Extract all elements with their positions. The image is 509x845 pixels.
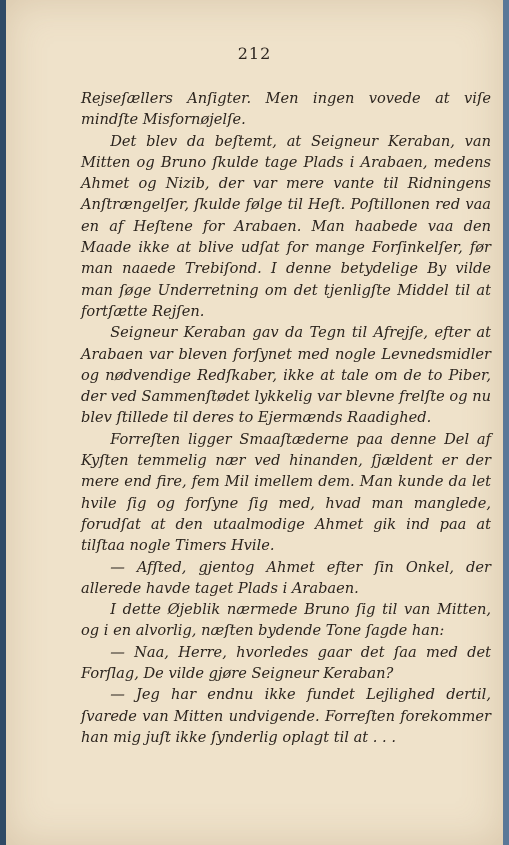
paragraph: I dette Øjeblik nærmede Bruno ſig til van Mitten, og i en alvorlig, næſten bydende Tone ſagde han: — [81, 601, 491, 640]
book-edge-right — [503, 0, 509, 845]
paragraph: Forreſten ligger Smaaſtæderne paa denne Del af Kyſten temmelig nær ved hinanden, ſjældent er der mere end fire, fem Mil imellem dem. Man kunde da let hvile ſig og forſyne ſig med, hvad man manglede, forudſat at den utaalmodige Ahmet gik ind paa at tilſtaa nogle Timers Hvile. — [81, 430, 491, 555]
paragraph: — Afſted, gjentog Ahmet efter ſin Onkel, der allerede havde taget Plads i Arabaen. — [81, 558, 491, 597]
paragraph: Seigneur Keraban gav da Tegn til Afrejſe, efter at Arabaen var bleven forſynet med nogle Levnedsmidler og nødvendige Redſkaber, ikke at tale om de to Piber, der ved Sammenſtødet lykkelig var blevne frelſte og nu blev ſtillede til deres to Ejermænds Raadighed. — [81, 324, 491, 427]
paragraph: Rejseſællers Anſigter. Men ingen vovede at viſe mindſte Misfornøjelſe. — [81, 90, 491, 129]
page-number: 212 — [237, 44, 272, 63]
page-text — [81, 88, 491, 748]
book-page — [6, 0, 503, 845]
paragraph: — Naa, Herre, hvorledes gaar det ſaa med det Forſlag, De vilde gjøre Seigneur Keraban? — [81, 643, 491, 683]
paragraph: Det blev da beſtemt, at Seigneur Keraban, van Mitten og Bruno ſkulde tage Plads i Arabaen, medens Ahmet og Nizib, der var mere vante til Ridningens Anſtrængelſer, ſkulde følge til Heſt. Poſtillonen red vaa en af Heſtene for Arabaen. Man haabede vaa den Maade ikke at blive udſat for mange Forſinkelſer, før man naaede Trebiſond. I denne betydelige By vilde man ſøge Underretning om det tjenligſte Middel til at fortſætte Rejſen. — [81, 132, 491, 320]
paragraph: — Jeg har endnu ikke fundet Lejlighed dertil, ſvarede van Mitten undvigende. Forreſten forekommer han mig juſt ikke ſynderlig oplagt til at . . . — [81, 686, 491, 746]
